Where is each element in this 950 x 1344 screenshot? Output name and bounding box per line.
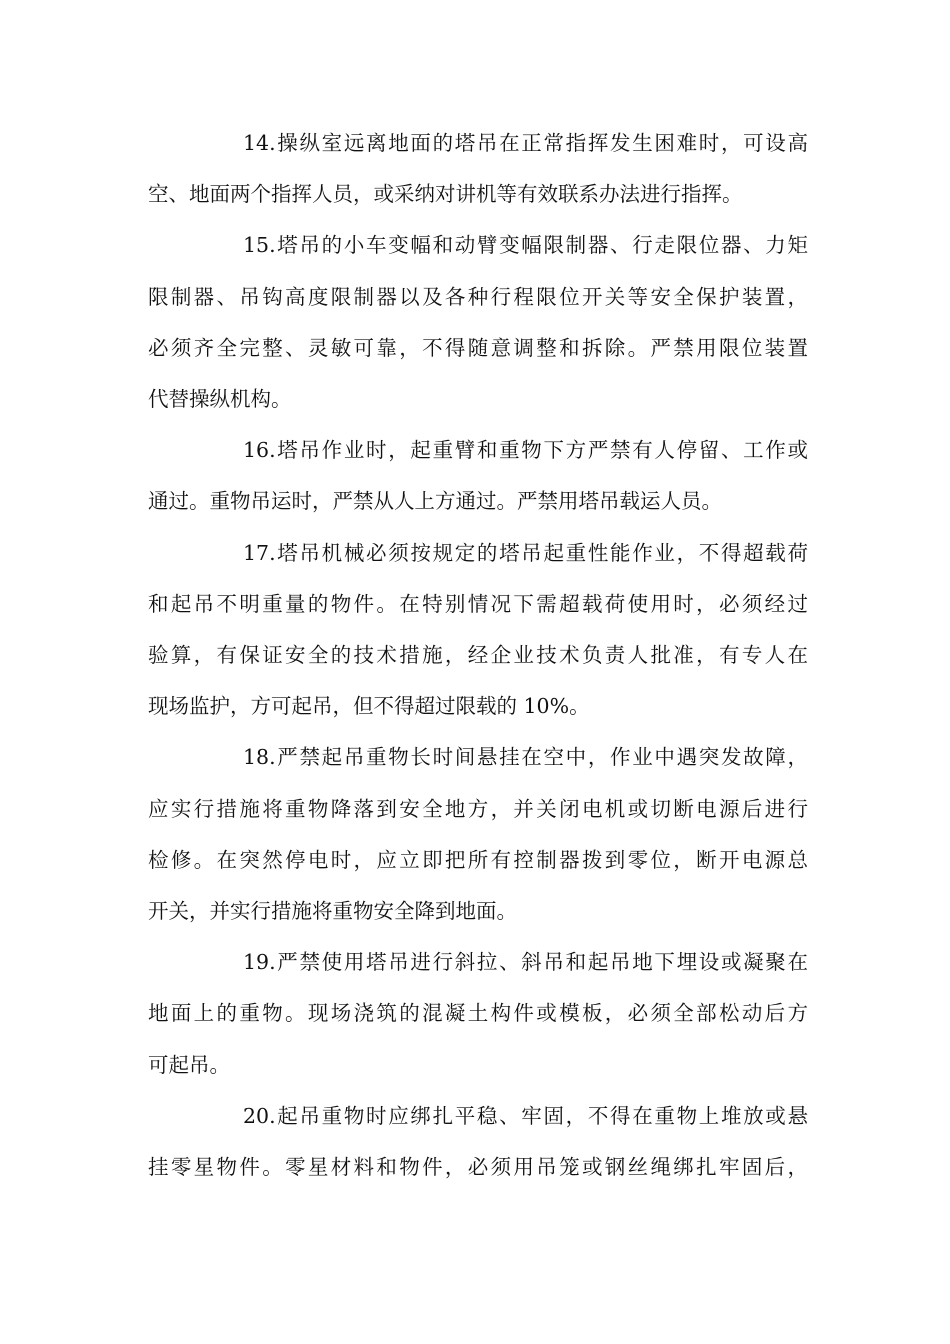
- paragraph-19: [148, 937, 808, 1091]
- text-line: 代替操纵机构。: [148, 387, 292, 412]
- text-line: 开关，并实行措施将重物安全降到地面。: [148, 899, 517, 924]
- text-line: 16.塔吊作业时，起重臂和重物下方严禁有人停留、工作或: [243, 438, 808, 463]
- text-line: 通过。重物吊运时，严禁从人上方通过。严禁用塔吊载运人员。: [148, 489, 722, 514]
- paragraph-14: [148, 118, 808, 220]
- text-line: 检修。在突然停电时，应立即把所有控制器拨到零位，断开电源总: [148, 847, 808, 872]
- text-line: 验算，有保证安全的技术措施，经企业技术负责人批准，有专人在: [148, 643, 808, 668]
- text-line: 现场监护，方可起吊，但不得超过限载的 10%。: [148, 694, 590, 719]
- text-line: 19.严禁使用塔吊进行斜拉、斜吊和起吊地下埋设或凝聚在: [243, 950, 808, 975]
- document-body: [148, 118, 808, 1193]
- text-line: 挂零星物件。零星材料和物件，必须用吊笼或钢丝绳绑扎牢固后，: [148, 1155, 808, 1180]
- paragraph-18: [148, 732, 808, 937]
- paragraph-15: [148, 220, 808, 425]
- text-line: 限制器、吊钩高度限制器以及各种行程限位开关等安全保护装置，: [148, 284, 808, 309]
- text-line: 必须齐全完整、灵敏可靠，不得随意调整和拆除。严禁用限位装置: [148, 335, 808, 360]
- text-line: 20.起吊重物时应绑扎平稳、牢固，不得在重物上堆放或悬: [243, 1103, 808, 1128]
- text-line: 14.操纵室远离地面的塔吊在正常指挥发生困难时，可设高: [243, 131, 808, 155]
- paragraph-20: [148, 1091, 808, 1193]
- text-line: 空、地面两个指挥人员，或采纳对讲机等有效联系办法进行指挥。: [148, 182, 743, 207]
- paragraph-17: [148, 528, 808, 733]
- text-line: 地面上的重物。现场浇筑的混凝土构件或模板，必须全部松动后方: [148, 1001, 808, 1026]
- text-line: 应实行措施将重物降落到安全地方，并关闭电机或切断电源后进行: [148, 796, 808, 821]
- text-line: 18.严禁起吊重物长时间悬挂在空中，作业中遇突发故障，: [243, 745, 808, 770]
- paragraph-16: [148, 425, 808, 527]
- text-line: 15.塔吊的小车变幅和动臂变幅限制器、行走限位器、力矩: [243, 233, 808, 258]
- text-line: 17.塔吊机械必须按规定的塔吊起重性能作业，不得超载荷: [243, 540, 808, 565]
- text-line: 可起吊。: [148, 1052, 230, 1077]
- text-line: 和起吊不明重量的物件。在特别情况下需超载荷使用时，必须经过: [148, 591, 808, 616]
